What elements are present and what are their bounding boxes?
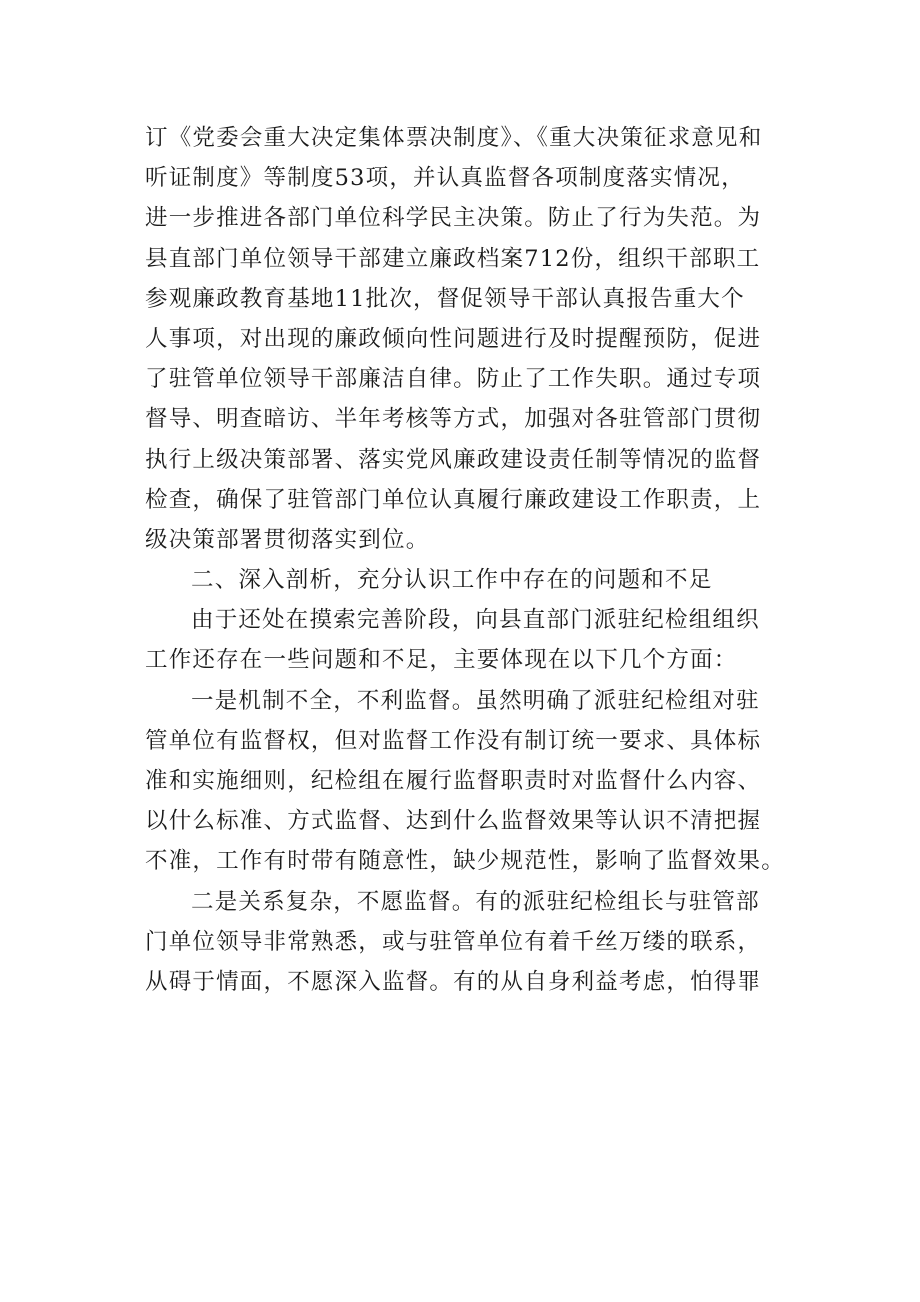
text-line: 订《党委会重大决定集体票决制度》、《重大决策征求意见和 (145, 125, 763, 151)
text-line: 进一步推进各部门单位科学民主决策。防止了行为失范。为 (145, 205, 762, 232)
text-line: 了驻管单位领导干部廉洁自律。防止了工作失职。通过专项 (145, 366, 762, 393)
text-line: 门单位领导非常熟悉，或与驻管单位有着千丝万缕的联系， (145, 928, 762, 955)
document-body (145, 118, 785, 1002)
text-line: 不准，工作有时带有随意性，缺少规范性，影响了监督效果。 (145, 848, 785, 875)
text-line: 级决策部署贯彻落实到位。 (145, 526, 430, 553)
text-line: 督导、明查暗访、半年考核等方式，加强对各驻管部门贯彻 (145, 406, 762, 433)
text-line: 准和实施细则，纪检组在履行监督职责时对监督什么内容、 (145, 768, 762, 794)
text-line: 听证制度》等制度53项，并认真监督各项制度落实情况， (145, 165, 745, 192)
text-line: 从碍于情面，不愿深入监督。有的从自身利益考虑，怕得罪 (145, 968, 762, 995)
paragraph-first-line: 由于还处在摸索完善阶段，向县直部门派驻纪检组组织 (191, 607, 760, 634)
paragraph-first-line: 二是关系复杂，不愿监督。有的派驻纪检组长与驻管部 (191, 888, 760, 915)
section-heading: 二、深入剖析，充分认识工作中存在的问题和不足 (191, 567, 713, 594)
text-line: 管单位有监督权，但对监督工作没有制订统一要求、具体标 (145, 727, 762, 754)
text-line: 工作还存在一些问题和不足，主要体现在以下几个方面： (145, 647, 738, 674)
text-line: 以什么标准、方式监督、达到什么监督效果等认识不清把握 (145, 808, 762, 835)
text-line: 检查，确保了驻管部门单位认真履行廉政建设工作职责，上 (145, 486, 762, 513)
paragraph-first-line: 一是机制不全，不利监督。虽然明确了派驻纪检组对驻 (191, 687, 760, 714)
text-line: 参观廉政教育基地11批次，督促领导干部认真报告重大个 (145, 285, 745, 312)
text-line: 县直部门单位领导干部建立廉政档案712份，组织干部职工 (145, 245, 761, 272)
text-line: 执行上级决策部署、落实党风廉政建设责任制等情况的监督 (145, 446, 762, 473)
text-line: 人事项，对出现的廉政倾向性问题进行及时提醒预防，促进 (145, 325, 762, 352)
